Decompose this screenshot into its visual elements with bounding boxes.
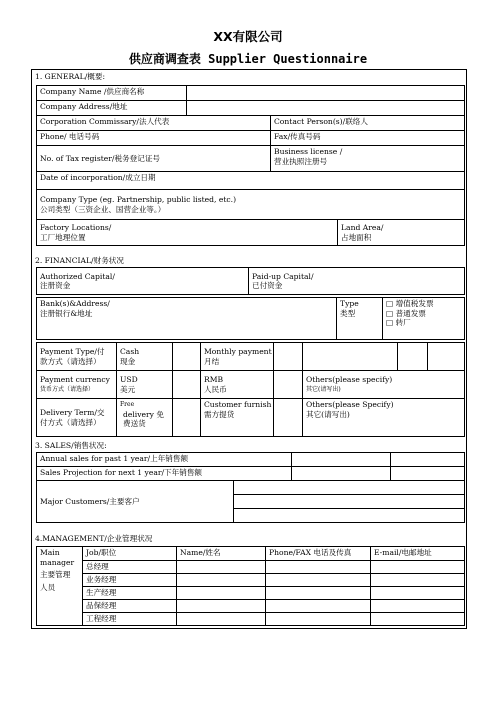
job-production-manager: 生产经理 — [83, 587, 177, 600]
factory-locations-en: Factory Locations/ — [40, 223, 112, 232]
company-type-label — [37, 190, 465, 220]
cash-checkbox[interactable] — [173, 343, 201, 371]
authorized-capital-label — [37, 268, 249, 295]
others-currency-label — [303, 371, 465, 399]
main-manager-en-2: manager — [40, 557, 75, 567]
col-phone-header: Phone/FAX 电话及传真 — [266, 547, 371, 561]
land-area-cn: 占地面积 — [341, 232, 372, 242]
factory-locations-cn: 工厂地理位置 — [40, 232, 86, 242]
delivery-cn: 付方式（请选择） — [40, 417, 101, 427]
others-delivery-label — [303, 399, 465, 437]
customer-furnish-checkbox[interactable] — [274, 399, 303, 437]
paid-up-capital-en: Paid-up Capital/ — [252, 271, 314, 281]
company-type-en: Company Type (eg. Partnership, public listed, etc.) — [40, 195, 237, 204]
authorized-capital-cn: 注册资金 — [40, 281, 71, 290]
usd-en: USD — [120, 375, 138, 384]
rmb-checkbox[interactable] — [274, 371, 303, 399]
main-manager-cn-2: 人员 — [40, 582, 56, 592]
email-cell[interactable] — [371, 587, 465, 600]
major-customer-1[interactable] — [234, 481, 465, 495]
phone-cell[interactable] — [266, 561, 371, 574]
payment-table — [36, 342, 465, 437]
business-license-en: Business license / — [274, 147, 343, 156]
management-table — [36, 546, 465, 626]
bank-cn: 注册银行&地址 — [40, 308, 93, 318]
col-job-header: Job/职位 — [83, 547, 177, 561]
usd-cn: 美元 — [120, 384, 136, 394]
annual-sales-value[interactable] — [292, 453, 391, 467]
sales-projection-extra[interactable] — [391, 467, 465, 481]
others-currency-en: Others(please specify) — [306, 375, 393, 384]
company-address-label: Company Address/地址 — [37, 101, 187, 116]
delivery-term-label — [37, 399, 117, 437]
monthly-payment-label — [201, 343, 274, 371]
invoice-option-transfer[interactable]: □ 转厂 — [386, 318, 411, 327]
invoice-option-normal[interactable]: □ 普通发票 — [386, 308, 426, 318]
job-business-manager: 业务经理 — [83, 574, 177, 587]
annual-sales-extra[interactable] — [391, 453, 465, 467]
authorized-capital-en: Authorized Capital/ — [40, 271, 115, 281]
section-general-heading: 1. GENERAL/概要: — [35, 72, 106, 81]
main-manager-label — [37, 547, 83, 626]
fax-label: Fax/传真号码 — [271, 131, 465, 146]
land-area-en: Land Area/ — [341, 223, 384, 232]
annual-sales-label: Annual sales for past 1 year/上年销售额 — [37, 453, 292, 467]
name-cell[interactable] — [177, 613, 266, 626]
email-cell[interactable] — [371, 574, 465, 587]
type-cn: 类型 — [340, 308, 356, 318]
factory-locations-label — [37, 220, 338, 246]
usd-label — [117, 371, 173, 399]
rmb-cn: 人民币 — [204, 384, 227, 394]
business-license-cn: 营业执照注册号 — [274, 156, 328, 166]
payment-blank-1[interactable] — [303, 343, 398, 371]
company-name-value[interactable] — [187, 86, 465, 101]
monthly-en: Monthly payment — [204, 347, 272, 356]
free-en-2: delivery 免 — [123, 409, 164, 419]
rmb-en: RMB — [204, 375, 224, 384]
invoice-option-vat[interactable]: □ 增值税发票 — [386, 299, 434, 308]
col-name-header: Name/姓名 — [177, 547, 266, 561]
phone-cell[interactable] — [266, 574, 371, 587]
bank-table — [36, 297, 465, 340]
cash-en: Cash — [120, 347, 140, 356]
form-title: 供应商调查表 Supplier Questionnaire — [128, 52, 368, 66]
free-en-1: Free — [120, 401, 135, 408]
phone-label: Phone/ 电话号码 — [37, 131, 271, 146]
sales-table — [36, 452, 465, 523]
free-cn: 费送货 — [123, 419, 146, 428]
free-delivery-label — [117, 399, 173, 437]
section-management-heading: 4.MANAGEMENT/企业管理状况 — [35, 534, 153, 543]
usd-checkbox[interactable] — [173, 371, 201, 399]
others-currency-cn: 其它(请写出) — [306, 385, 341, 393]
others-delivery-cn: 其它(请写出) — [306, 409, 350, 419]
payment-blank-3[interactable] — [428, 343, 465, 371]
job-engineering-manager: 工程经理 — [83, 613, 177, 626]
company-type-cn: 公司类型（三资企业、国营企业等。） — [40, 204, 166, 214]
currency-label — [37, 371, 117, 399]
name-cell[interactable] — [177, 587, 266, 600]
job-qa-manager: 品保经理 — [83, 600, 177, 613]
sales-projection-value[interactable] — [292, 467, 391, 481]
contact-person-label: Contact Person(s)/联络人 — [271, 116, 465, 131]
business-license-label — [271, 146, 465, 172]
main-manager-cn-1: 主要管理 — [40, 570, 71, 579]
company-name-label: Company Name /供应商名称 — [37, 86, 187, 101]
general-table — [36, 85, 465, 246]
name-cell[interactable] — [177, 561, 266, 574]
customer-furnish-cn: 需方提货 — [204, 409, 235, 419]
incorporation-date-label: Date of incorporation/成立日期 — [37, 172, 465, 190]
delivery-en: Delivery Term/交 — [40, 408, 105, 417]
customer-furnish-en: Customer furnish — [204, 400, 272, 409]
rmb-label — [201, 371, 274, 399]
email-cell[interactable] — [371, 613, 465, 626]
name-cell[interactable] — [177, 600, 266, 613]
company-address-value[interactable] — [187, 101, 465, 116]
email-cell[interactable] — [371, 561, 465, 574]
main-manager-en-1: Main — [40, 548, 60, 557]
paid-up-capital-label — [249, 268, 465, 295]
name-cell[interactable] — [177, 574, 266, 587]
land-area-label — [338, 220, 465, 246]
sales-projection-label: Sales Projection for next 1 year/下年销售额 — [37, 467, 292, 481]
tax-register-label: No. of Tax register/税务登记证号 — [37, 146, 271, 172]
cash-label — [117, 343, 173, 371]
phone-cell[interactable] — [266, 600, 371, 613]
major-customer-2[interactable] — [234, 495, 465, 509]
payment-type-en: Payment Type/付 — [40, 347, 105, 356]
phone-cell[interactable] — [266, 587, 371, 600]
paid-up-capital-cn: 已付资金 — [252, 281, 283, 290]
section-financial-heading: 2. FINANCIAL/财务状况 — [35, 256, 124, 265]
free-delivery-checkbox[interactable] — [173, 399, 201, 437]
col-email-header: E-mail/电邮地址 — [371, 547, 465, 561]
bank-en: Bank(s)&Address/ — [40, 299, 110, 308]
company-title: XX有限公司 — [213, 29, 283, 44]
cash-cn: 现金 — [120, 356, 136, 366]
payment-type-cn: 款方式（请选择） — [40, 356, 101, 366]
email-cell[interactable] — [371, 600, 465, 613]
capital-table — [36, 267, 465, 295]
currency-en: Payment currency — [40, 375, 110, 384]
phone-cell[interactable] — [266, 613, 371, 626]
invoice-options — [383, 298, 465, 340]
monthly-cn: 月结 — [204, 356, 220, 366]
monthly-checkbox[interactable] — [274, 343, 303, 371]
customer-furnish-label — [201, 399, 274, 437]
type-label — [337, 298, 383, 340]
currency-cn: 货币方式（请选择） — [40, 385, 95, 393]
type-en: Type — [340, 299, 359, 308]
major-customers-label: Major Customers/主要客户 — [37, 481, 234, 523]
corporation-commissary-label: Corporation Commissary/法人代表 — [37, 116, 271, 131]
section-sales-heading: 3. SALES/销售状况: — [35, 441, 107, 450]
others-delivery-en: Others(please Specify) — [306, 400, 394, 409]
payment-blank-2[interactable] — [398, 343, 428, 371]
payment-type-label — [37, 343, 117, 371]
job-general-manager: 总经理 — [83, 561, 177, 574]
major-customer-3[interactable] — [234, 509, 465, 523]
bank-label — [37, 298, 337, 340]
